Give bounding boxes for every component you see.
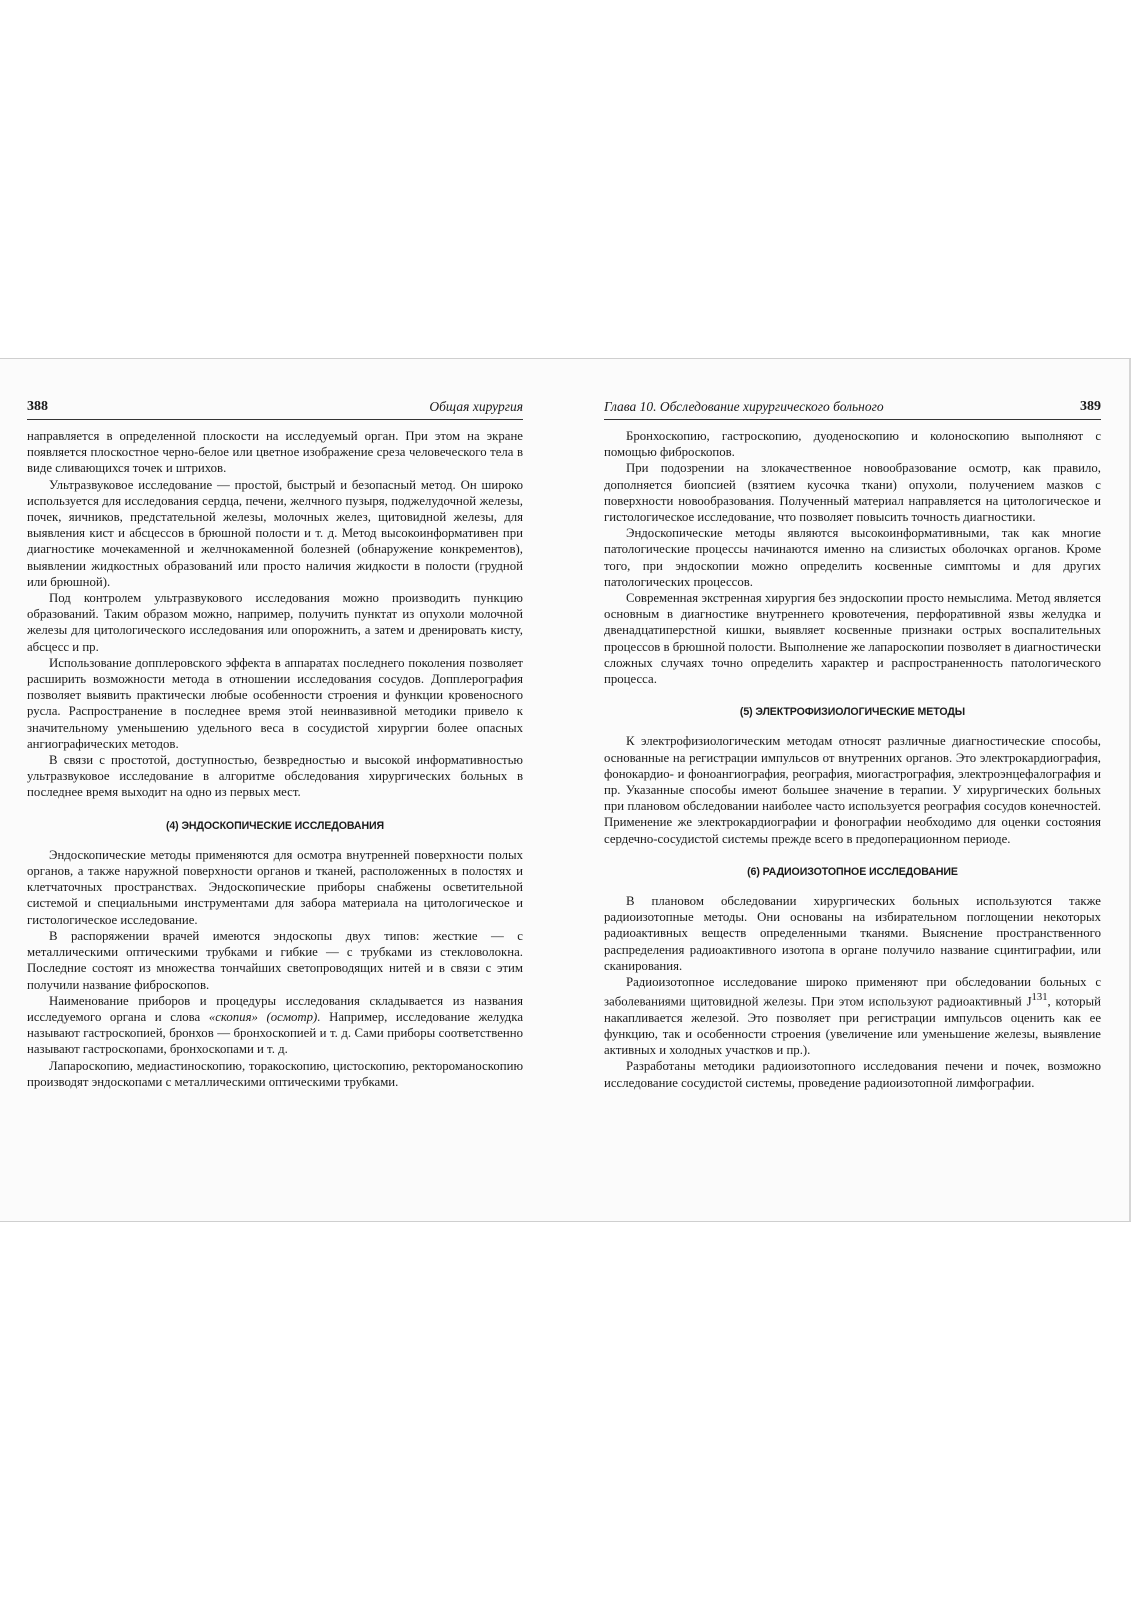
- running-title: Общая хирургия: [429, 399, 523, 414]
- paragraph: Разработаны методики радиоизотопного исследования печени и почек, возможно исследование сосудистой системы, проведение радиоизотопной лимфографии.: [604, 1059, 1101, 1090]
- text-run: , который накапливается железой. Это позволяет при регистрации импульсов оценить как ее функцию, так и особенности строения (увеличение или уменьшение железы, выявление активных и холодных участков и пр.).: [604, 994, 1101, 1058]
- paragraph: Ультразвуковое исследование — простой, быстрый и безопасный метод. Он широко используется для исследования сердца, печени, желчного пузыря, поджелудочной железы, почек, яичников, предстательной железы, молочных желез, щитовидной железы, для выявления кист и абсцессов в брюшной полости и т. д. Метод высокоинформативен при диагностике мочекаменной и желчнокаменной болезней (обнаружение конкрементов), выявлении жидкостных образований или просто наличия жидкости в полости (грудной или брюшной).: [27, 477, 523, 589]
- section-heading: (4) ЭНДОСКОПИЧЕСКИЕ ИССЛЕДОВАНИЯ: [165, 819, 385, 832]
- left-page-header: [27, 399, 523, 420]
- section-heading: (6) РАДИОИЗОТОПНОЕ ИССЛЕДОВАНИЕ: [747, 865, 958, 878]
- text-run: Например, исследование желудка называют гастроскопией, бронхов — бронхоскопией и т. д. Сами приборы соответственно называют гастроскопами, бронхоскопами и т. д.: [27, 1009, 523, 1057]
- left-page-text: [27, 428, 523, 1090]
- text-run: Наименование приборов и процедуры исследования складывается из названия исследуемого органа и слова: [27, 993, 523, 1024]
- paragraph: [604, 974, 1101, 1058]
- paragraph: В распоряжении врачей имеются эндоскопы двух типов: жесткие — с металлическими оптическими трубками и гибкие — с трубками из стекловолокна. Последние состоят из множества тончайших светопроводящих нитей и в связи с этим получили название фиброскопов.: [27, 928, 523, 992]
- page-number: 389: [1080, 399, 1101, 414]
- paragraph: Современная экстренная хирургия без эндоскопии просто немыслима. Метод является основным в диагностике внутреннего кровотечения, перфоративной язвы желудка и двенадцатиперстной кишки, выявляет косвенные признаки острых воспалительных процессов в брюшной полости. Выполнение же лапароскопии позволяет в диагностически сложных случаях точно определить характер и распространенность патологического процесса.: [604, 591, 1101, 687]
- isotope-superscript: 131: [1031, 992, 1048, 1004]
- paragraph: При подозрении на злокачественное новообразование осмотр, как правило, дополняется биопсией (взятием кусочка ткани) опухоли, получением мазков с поверхности новообразования. Полученный материал направляется на цитологическое и гистологическое исследование, что позволяет повысить точность диагностики.: [604, 461, 1101, 525]
- text-run: Радиоизотопное исследование широко применяют при обследовании больных с заболеваниями щитовидной железы. При этом используют радиоактивный J: [604, 975, 1101, 1009]
- page-number: 388: [27, 399, 48, 414]
- paragraph: К электрофизиологическим методам относят различные диагностические способы, основанные на регистрации импульсов от внутренних органов. Это электрокардиография, фонокардио- и фоноангиография, реография, миогастрография, электроэнцефалография и пр. Указанные способы имеют большее значение в терапии. У хирургических больных при плановом обследовании наиболее часто используется реография сосудов конечностей. Применение же электрокардиографии и фонографии необходимо для оценки состояния сердечно-сосудистой системы прежде всего в предоперационном периоде.: [604, 734, 1101, 846]
- left-page: [27, 399, 523, 1090]
- paragraph: Эндоскопические методы являются высокоинформативными, так как многие патологические процессы начинаются именно на слизистых оболочках органов. Кроме того, при эндоскопии можно определить косвенные симптомы и для других патологических процессов.: [604, 526, 1101, 589]
- paragraph: В связи с простотой, доступностью, безвредностью и высокой информативностью ультразвуковое исследование в алгоритме обследования хирургических больных в последнее время выходит на одно из первых мест.: [27, 753, 523, 800]
- paragraph: направляется в определенной плоскости на исследуемый орган. При этом на экране появляется плоскостное черно-белое или цветное изображение среза человеческого тела в виде сливающихся точек и штрихов.: [27, 429, 523, 476]
- right-page: [604, 399, 1101, 1091]
- paragraph: Использование допплеровского эффекта в аппаратах последнего поколения позволяет расширить возможности метода в отношении исследования сосудов. Допплерография позволяет выявить практически любые особенности строения и функции кровеносного русла. Распространение в последнее время этой неинвазивной методики привело к значительному уменьшению удельного веса в сосудистой хирургии более опасных ангиографических методов.: [27, 655, 523, 751]
- right-page-header: [604, 399, 1101, 420]
- section-heading: (5) ЭЛЕКТРОФИЗИОЛОГИЧЕСКИЕ МЕТОДЫ: [739, 706, 966, 719]
- paragraph: [27, 993, 523, 1058]
- italic-term: «скопия» (осмотр).: [208, 1009, 321, 1024]
- paragraph: Лапароскопию, медиастиноскопию, торакоскопию, цистоскопию, ректороманоскопию производят эндоскопами с металлическими оптическими трубками.: [27, 1058, 523, 1089]
- paragraph: Эндоскопические методы применяются для осмотра внутренней поверхности полых органов, а также наружной поверхности органов и тканей, расположенных в полостях и клетчаточных пространствах. Эндоскопические приборы снабжены осветительной системой и специальными инструментами для забора материала на цитологическое и гистологическое исследование.: [27, 847, 523, 927]
- book-spread-scan: [0, 358, 1131, 1222]
- paragraph: Под контролем ультразвукового исследования можно производить пункцию образований. Таким образом можно, например, получить пунктат из опухоли молочной железы для цитологического исследования или опорожнить, а затем и дренировать кисту, абсцесс и пр.: [27, 591, 523, 654]
- paragraph: Бронхоскопию, гастроскопию, дуоденоскопию и колоноскопию выполняют с помощью фиброскопов.: [604, 429, 1101, 460]
- running-title: Глава 10. Обследование хирургического больного: [604, 399, 884, 414]
- right-page-text: [604, 428, 1101, 1091]
- paragraph: В плановом обследовании хирургических больных используются также радиоизотопные методы. Они основаны на избирательном поглощении некоторых радиоактивных веществ определенными тканями. Выяснение пространственного распределения радиоактивного изотопа в органе получило название сцинтиграфии, или сканирования.: [604, 894, 1101, 973]
